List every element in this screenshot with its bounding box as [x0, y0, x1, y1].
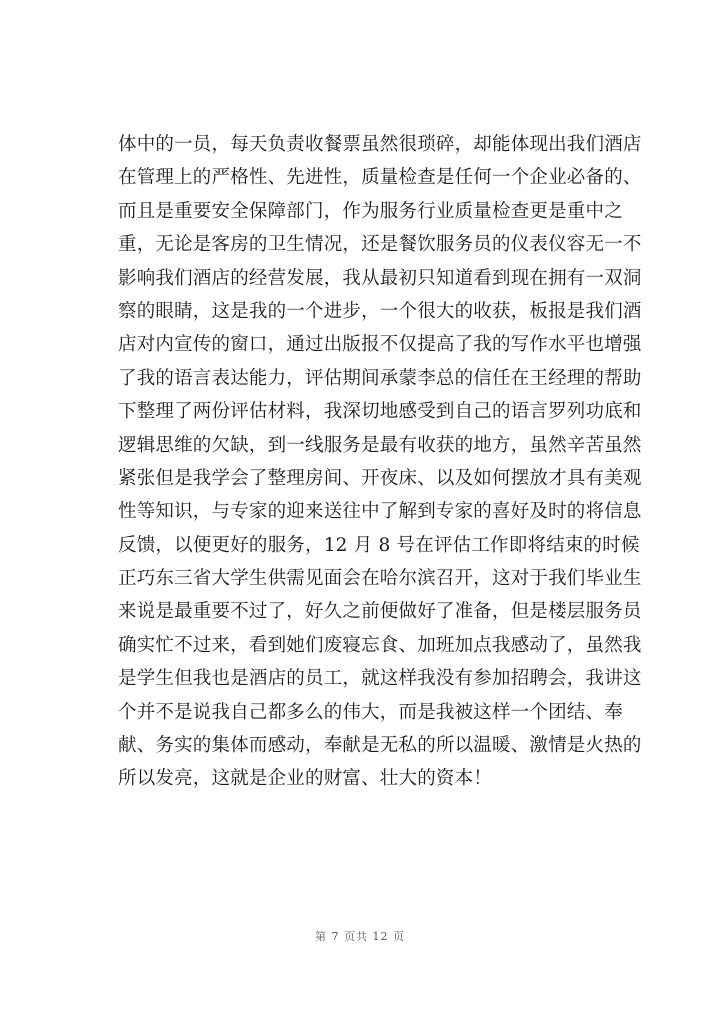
text-line: 在管理上的严格性、先进性，质量检查是任何一个企业必备的、 [118, 167, 642, 189]
text-line: 正巧东三省大学生供需见面会在哈尔滨召开，这对于我们毕业生 [118, 568, 642, 590]
text-line: 性等知识，与专家的迎来送往中了解到专家的喜好及时的将信息 [118, 501, 642, 523]
text-line: 来说是最重要不过了，好久之前便做好了准备，但是楼层服务员 [118, 601, 642, 623]
text-line: 个并不是说我自己都多么的伟大，而是我被这样一个团结、奉 [118, 701, 623, 723]
text-line: 紧张但是我学会了整理房间、开夜床、以及如何摆放才具有美观 [118, 467, 642, 489]
text-line: 察的眼睛，这是我的一个进步，一个很大的收获，板报是我们酒 [118, 300, 642, 322]
text-line: 体中的一员，每天负责收餐票虽然很琐碎，却能体现出我们酒店 [118, 134, 642, 155]
text-line: 而且是重要安全保障部门，作为服务行业质量检查更是重中之 [118, 200, 623, 222]
text-line: 所以发亮，这就是企业的财富、壮大的资本！ [118, 768, 493, 790]
page-footer [0, 928, 720, 944]
text-line: 了我的语言表达能力，评估期间承蒙李总的信任在王经理的帮助 [118, 367, 642, 389]
text-line: 确实忙不过来，看到她们废寝忘食、加班加点我感动了，虽然我 [118, 634, 642, 656]
page-number-label: 第 7 页共 12 页 [315, 930, 405, 943]
text-line: 影响我们酒店的经营发展，我从最初只知道看到现在拥有一双洞 [118, 267, 642, 289]
text-line: 店对内宣传的窗口，通过出版报不仅提高了我的写作水平也增强 [118, 334, 642, 356]
body-text [118, 128, 642, 796]
text-line: 反馈，以便更好的服务，12 月 8 号在评估工作即将结束的时候 [118, 534, 640, 556]
text-line: 重，无论是客房的卫生情况，还是餐饮服务员的仪表仪容无一不 [118, 234, 642, 256]
text-line: 献、务实的集体而感动，奉献是无私的所以温暖、激情是火热的 [118, 735, 642, 757]
text-line: 逻辑思维的欠缺，到一线服务是最有收获的地方，虽然辛苦虽然 [118, 434, 642, 456]
text-line: 下整理了两份评估材料，我深切地感受到自己的语言罗列功底和 [118, 401, 642, 423]
text-line: 是学生但我也是酒店的员工，就这样我没有参加招聘会，我讲这 [118, 668, 642, 690]
